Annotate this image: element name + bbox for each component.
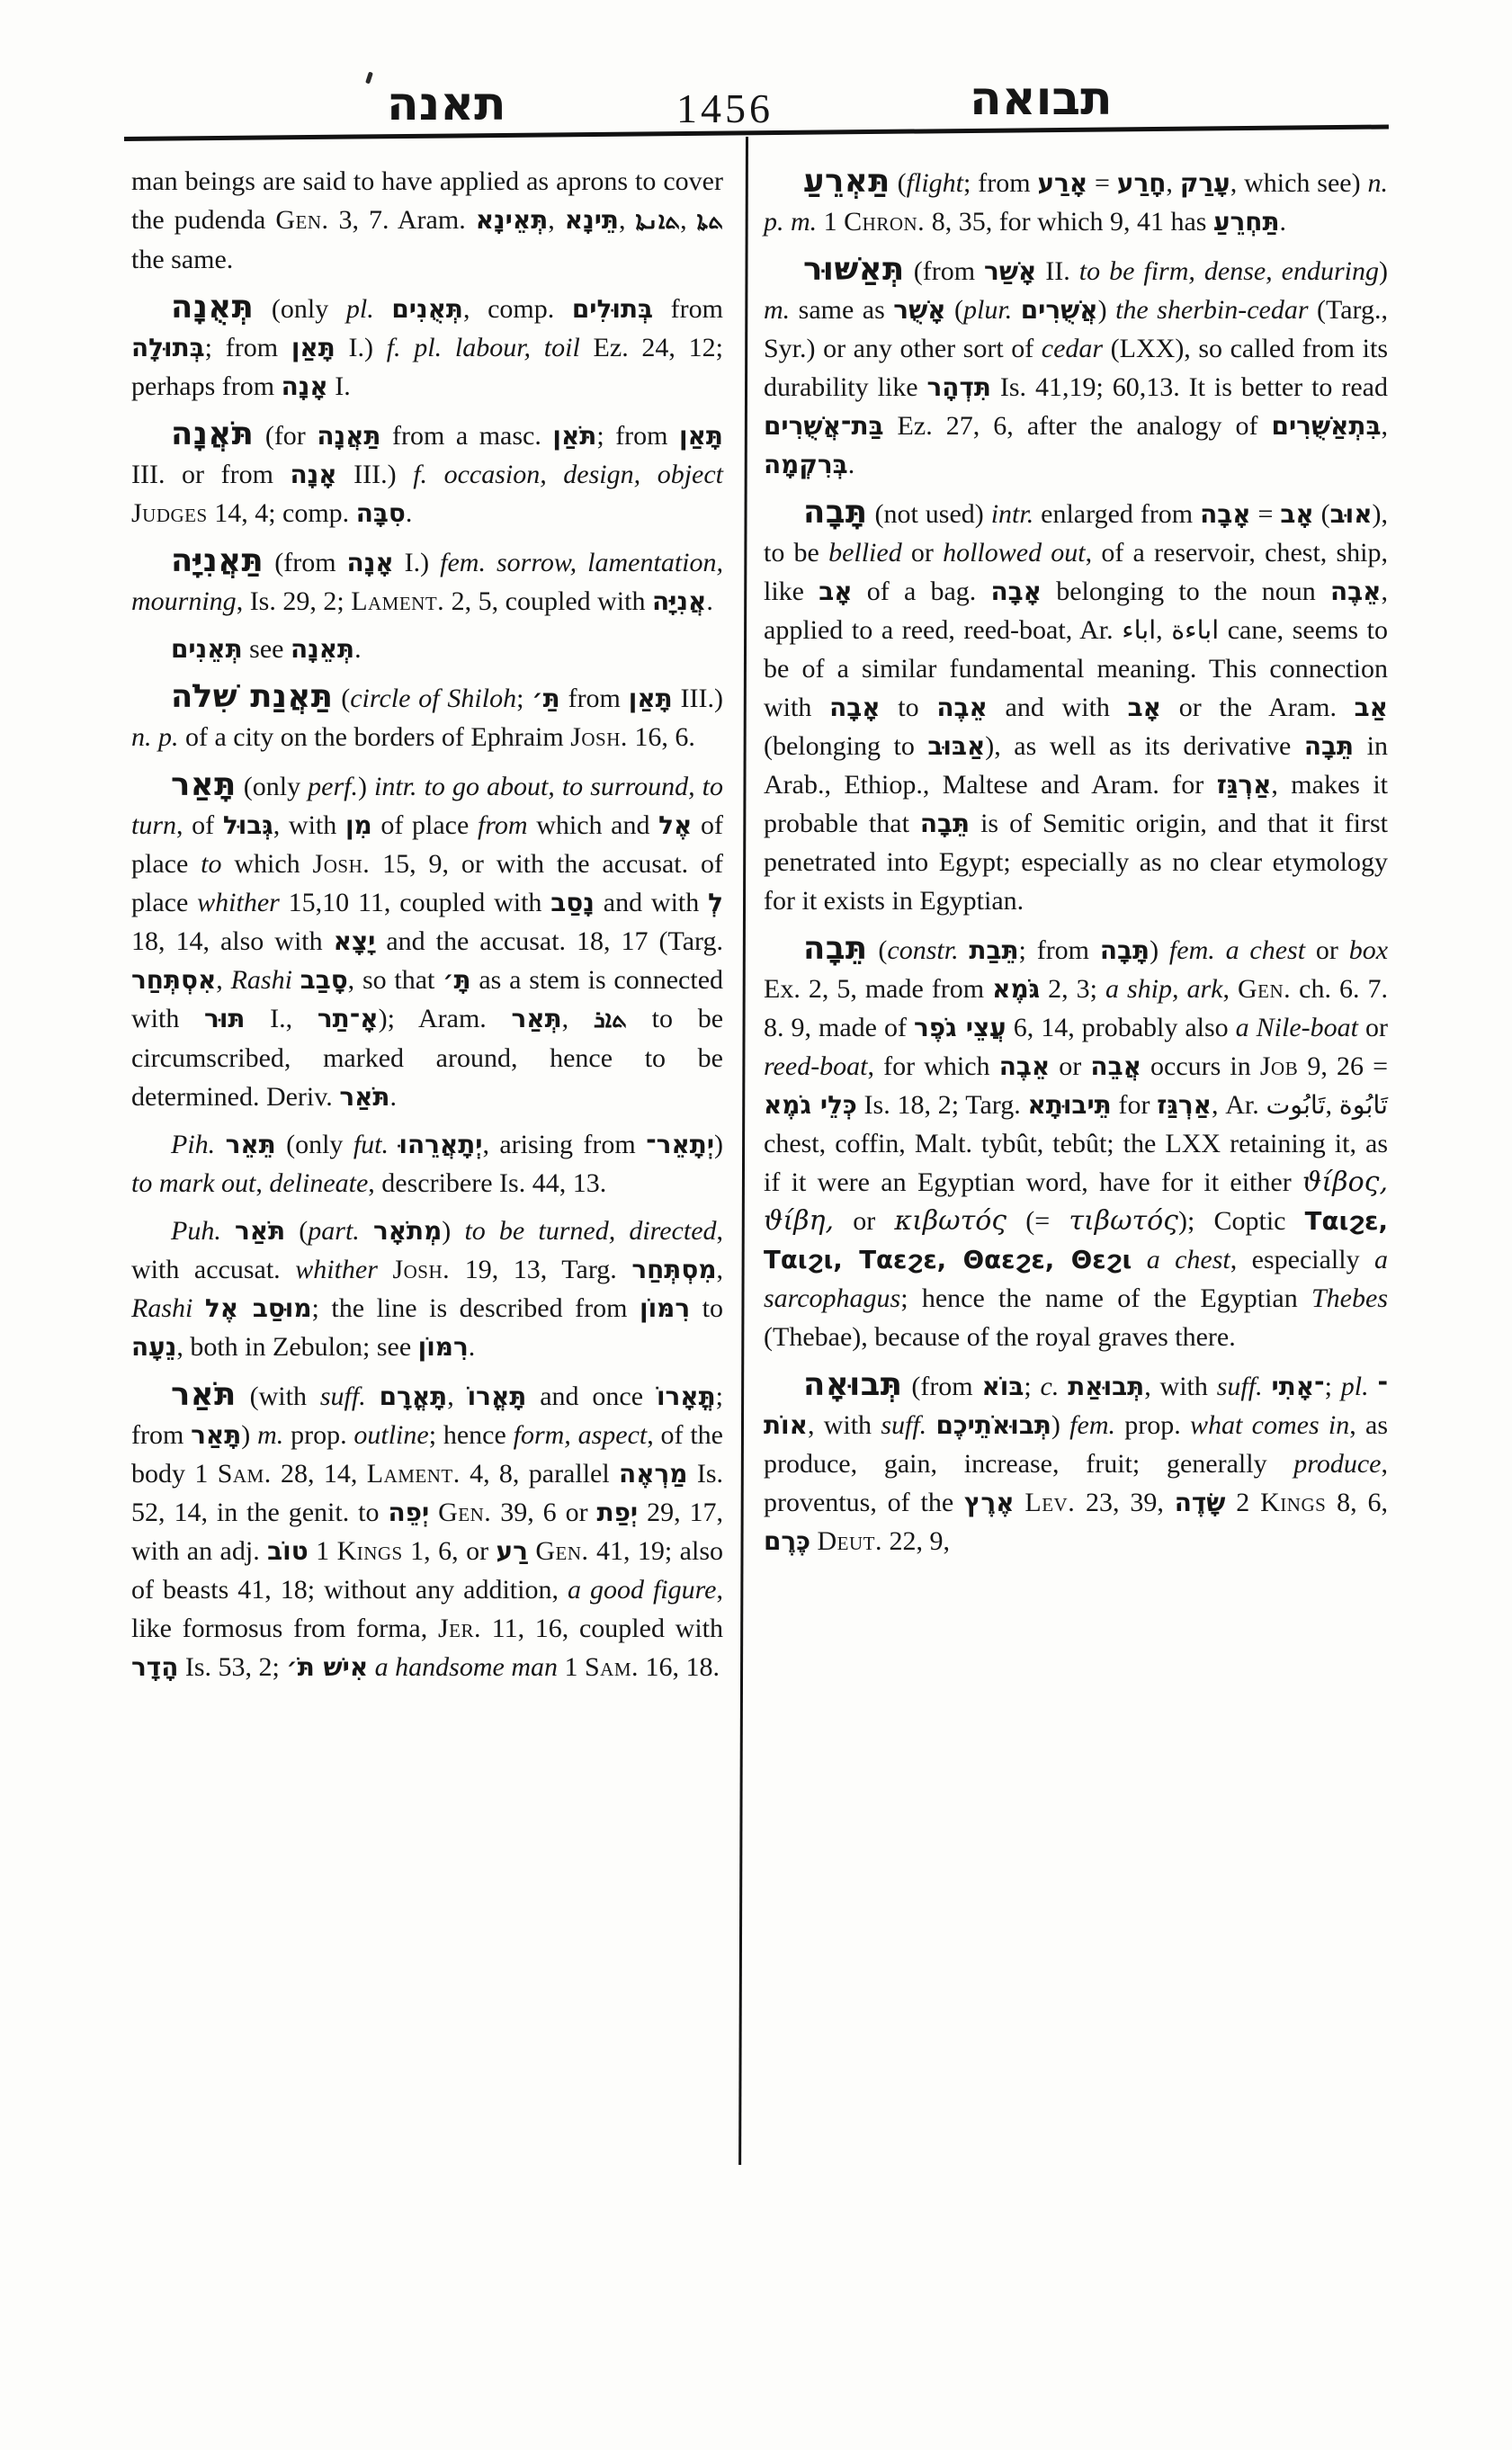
text-run-italic: fem.: [1168, 935, 1215, 965]
text-run-italic: form, aspect: [513, 1420, 648, 1450]
greek-word: κιβωτός: [894, 1205, 1007, 1237]
hebrew-word: אַרְגַּז: [1157, 1090, 1212, 1120]
hebrew-headword: תֹּאַר: [171, 1376, 237, 1413]
text-run-italic: c.: [1040, 1372, 1060, 1401]
text-run-italic: fem. sorrow, lamentation, mourning: [131, 548, 723, 616]
text-run-italic: to mark out: [131, 1168, 256, 1198]
hebrew-word: ־אוֹת: [764, 1372, 1389, 1440]
arabic-word: تَابُوة: [1338, 1090, 1388, 1120]
hebrew-word: תְּבוּאֹתֵיכֶם: [935, 1410, 1051, 1440]
text-run-italic: cedar: [1041, 334, 1104, 363]
hebrew-word: תֵּינָא: [564, 205, 619, 235]
hebrew-word: תֵּבָה: [919, 809, 971, 838]
text-run-italic: Rashi: [131, 1293, 193, 1323]
hebrew-word: תֹּאַן: [552, 421, 597, 451]
text-run-italic: a chest: [1146, 1245, 1230, 1274]
hebrew-word: תָּאֳרוֹ: [467, 1381, 527, 1411]
column-left: [131, 162, 723, 1686]
hebrew-word: תַּחְרֵעַ: [1212, 207, 1280, 237]
coptic-word: Ταιϩε, Ταιϩι, Ταεϩε, Θαεϩε, Θεϩι: [764, 1206, 1388, 1274]
dictionary-entry: תָּאַר (only perf.) intr. to go about, to surround, to turn, of גְּבוּל, with מִן of place from which and אֶל of place to which Josh. 15, 9, or with the accusat. of place whither 15,10 11, coupled with נָסַב and with לְ 18, 14, also with יָצָא and the accusat. 18, 17 (Targ. אִסְתְּחַר, Rashi סָבַב, so that תָּ׳ as a stem is connected with תּוּר I., אָ־תַר); Aram. תְּאַר, ܬܐܪ to be circumscribed, marked around, hence to be determined. Deriv. תֹּאַר.: [131, 766, 724, 1112]
hebrew-word: שָׂדֶה: [1174, 1488, 1226, 1517]
text-run-smallcaps: Kings: [1260, 1488, 1327, 1517]
hebrew-word: בְּתוּלִים: [571, 294, 654, 324]
hebrew-word: תָּאַן: [628, 684, 673, 713]
hebrew-word: אָשֻׁר: [893, 295, 946, 325]
hebrew-word: אֲשֻׁרִים: [1020, 295, 1098, 325]
arabic-word: اباءة: [1171, 615, 1220, 645]
hebrew-word: מַרְאֶה: [619, 1459, 688, 1489]
text-run-smallcaps: Gen.: [1237, 974, 1292, 1004]
hebrew-word: חָרַע: [1116, 168, 1167, 198]
text-run-italic: circle of Shiloh: [350, 684, 517, 713]
hebrew-word: תַּ׳: [532, 684, 560, 713]
hebrew-word: תֵּבָה: [1303, 731, 1355, 761]
hebrew-word: גְּבוּל: [222, 810, 273, 840]
text-run-smallcaps: Jer.: [437, 1614, 481, 1643]
hebrew-headword: תְּבוּאָה: [803, 1366, 903, 1403]
hebrew-word: תְּאַר: [511, 1004, 562, 1033]
hebrew-word: בּוֹא: [981, 1372, 1024, 1401]
dictionary-entry: תְּבוּאָה (from בּוֹא; c. תְּבוּאַת, with suff. ־אָתִי; pl. ־אוֹת, with suff. תְּבוּאֹתֵיכֶם) fem. prop. what comes in, as produce, gain, increase, fruit; generally produce, proventus, of the אֶרֶץ Lev. 23, 39, שָׂדֶה 2 Kings 8, 6, כֶּרֶם Deut. 22, 9,: [764, 1366, 1389, 1556]
text-run-smallcaps: Gen.: [535, 1536, 589, 1566]
text-run-italic: plur.: [963, 295, 1013, 325]
text-run-italic: to be firm, dense, enduring: [1078, 256, 1380, 286]
text-run-italic: Thebes: [1311, 1283, 1388, 1313]
text-run-italic: f. pl. labour, toil: [386, 333, 580, 362]
hebrew-word: הָדָר: [131, 1652, 179, 1682]
text-run-italic: suff.: [319, 1381, 366, 1411]
text-run-italic: bellied: [828, 538, 902, 568]
hebrew-word: תְּאֵנָה: [290, 634, 355, 664]
text-run-italic: pl.: [1340, 1372, 1369, 1401]
text-run-italic: to be turned, directed: [464, 1216, 717, 1246]
text-run-italic: delineate: [269, 1168, 369, 1198]
text-run-italic: produce: [1293, 1449, 1382, 1479]
syriac-word: ܬܐܢܬܐ: [635, 207, 681, 235]
hebrew-word: תֹּאַר: [234, 1216, 286, 1246]
dictionary-entry: Puh. תֹּאַר (part. מְתֹאָר) to be turned, directed, with accusat. whither Josh. 19, 13, Targ. מִסְתְּחַר, Rashi מוּסַב אֶל; the line is described from רִמּוֹן to נֵעָה, both in Zebulon; see רִמּוֹן.: [131, 1216, 724, 1362]
hebrew-headword: תָּבָה: [803, 494, 868, 531]
hebrew-word: אֵבֶה: [998, 1051, 1051, 1081]
text-run-italic: intr.: [990, 499, 1034, 529]
text-run-italic: reed-boat: [764, 1051, 868, 1081]
hebrew-word: תָּאַן: [679, 421, 723, 451]
text-run-italic: fut.: [353, 1130, 389, 1159]
hebrew-word: אֶרֶץ: [963, 1488, 1015, 1517]
hebrew-word: תָּאַן: [291, 333, 336, 362]
hebrew-word: בְּתוּלָה: [131, 333, 205, 362]
dictionary-entry: תְּאַשּׁוּר (from אָשַׁר II. to be firm, dense, enduring) m. same as אָשֻׁר (plur. אֲשֻׁרִים) the sherbin-cedar (Targ., Syr.) or any other sort of cedar (LXX), so called from its durability like תִּדְהָר Is. 41,19; 60,13. It is better to read בַּת־אֲשֻׁרִים Ez. 27, 6, after the analogy of בִּתְאַשֻּׁרִים, בְּרִקְמָה.: [764, 251, 1389, 479]
text-run-italic: outline: [353, 1420, 429, 1450]
hebrew-word: תְּבוּאַת: [1068, 1372, 1145, 1401]
hebrew-word: אִסְתְּחַר: [131, 965, 217, 995]
hebrew-word: אָרַע: [1037, 168, 1088, 198]
text-run-smallcaps: Judges: [131, 498, 208, 528]
hebrew-headword: תַּאֲנִיָּה: [171, 542, 264, 579]
hebrew-word: תָּ׳: [443, 965, 471, 995]
text-run-italic: a sarcophagus: [764, 1245, 1389, 1313]
text-run-italic: a handsome man: [374, 1652, 558, 1682]
text-run-italic: a Nile-boat: [1235, 1013, 1358, 1042]
text-run-italic: Puh.: [171, 1216, 221, 1246]
arabic-word: اباء: [1122, 615, 1157, 645]
dictionary-entry: תֹּאֲנָה (for תַּאֲנָה from a masc. תֹּאַן; from תָּאַן III. or from אָנָה III.) f. occasion, design, object Judges 14, 4; comp. סִבָּה.: [131, 416, 723, 528]
hebrew-word: תְּאֵנִים: [171, 634, 243, 664]
hebrew-word: ־אָתִי: [1271, 1372, 1325, 1401]
hebrew-word: יָצָא: [333, 926, 376, 956]
text-run-italic: the sherbin-cedar: [1115, 295, 1309, 325]
text-run-smallcaps: Lament.: [366, 1459, 461, 1489]
text-run-italic: n. p.: [131, 722, 179, 752]
text-run-italic: a chest: [1225, 935, 1306, 965]
text-run-italic: m.: [764, 295, 791, 325]
hebrew-word: אַרְגַּז: [1216, 770, 1272, 800]
hebrew-word: תָּבָה: [1099, 935, 1150, 965]
hebrew-word: אָב: [819, 577, 853, 606]
hebrew-word: אֵבֶה: [1330, 577, 1382, 606]
text-run-italic: intr. to go about, to surround, to turn: [131, 772, 723, 840]
hebrew-word: בִּתְאַשֻּׁרִים: [1271, 411, 1382, 441]
hebrew-word: תַּאֲנָה: [317, 421, 381, 451]
hebrew-word: נָסַב: [550, 888, 595, 917]
hebrew-word: גֹּמֶא: [992, 974, 1041, 1004]
text-run-smallcaps: Sam.: [217, 1459, 272, 1489]
hebrew-word: תֵּיבוּתָא: [1027, 1090, 1112, 1120]
hebrew-word: אָנָה: [281, 371, 328, 401]
column-right: [764, 162, 1388, 1560]
hebrew-word: מִן: [344, 810, 372, 840]
hebrew-headword: תְּאֻנָה: [171, 289, 255, 326]
hebrew-word: אָבָה: [829, 693, 881, 722]
text-run-smallcaps: Sam.: [585, 1652, 640, 1682]
hebrew-word: תֵּבַת: [969, 935, 1019, 965]
hebrew-word: תֹּאַר: [339, 1082, 390, 1112]
text-run-italic: pl.: [345, 294, 374, 324]
dictionary-entry: תְּאֻנָה (only pl. תְּאֻנִים, comp. בְּתוּלִים from בְּתוּלָה; from תָּאַן I.) f. pl. labour, toil Ez. 24, 12; perhaps from אָנָה I.: [131, 289, 724, 401]
hebrew-word: סִבָּה: [355, 498, 406, 528]
hebrew-word: עָרַק: [1179, 168, 1230, 198]
hebrew-word: כְּלֵי גֹמֶא: [764, 1090, 857, 1120]
text-run-smallcaps: Gen.: [438, 1498, 492, 1527]
hebrew-word: רִמּוֹן: [640, 1293, 691, 1323]
hebrew-word: מוּסַב אֶל: [204, 1293, 312, 1323]
text-run-italic: m.: [257, 1420, 284, 1450]
text-run-italic: n. p. m.: [764, 168, 1388, 237]
hebrew-word: תְּאֻנִים: [391, 294, 463, 324]
text-run-smallcaps: Kings: [336, 1536, 403, 1566]
hebrew-headword: תְּאַשּׁוּר: [803, 251, 905, 288]
text-run-smallcaps: Deut.: [817, 1526, 883, 1556]
text-run-italic: a ship, ark: [1105, 974, 1223, 1004]
dictionary-entry: תָּבָה (not used) intr. enlarged from אָבָה = אָב (אוּב), to be bellied or hollowed out, of a reservoir, chest, ship, like אָב of a bag. אָבָה belonging to the noun אֵבֶה, applied to a reed, reed-boat, Ar. اباء, اباءة cane, seems to be of a similar fundamental meaning. This connection with אָבָה to אֵבֶה and with אָב or the Aram. אַב (belonging to אַבּוּב), as well as its derivative תֵּבָה in Arab., Ethiop., Maltese and Aram. for אַרְגַּז, makes it probable that תֵּבָה is of Semitic origin, and that it first penetrated into Egypt; especially as no clear etymology for it exists in Egyptian.: [764, 494, 1389, 916]
text-run-italic: part.: [308, 1216, 360, 1246]
page-number: 1456: [676, 85, 774, 131]
hebrew-word: סָבַב: [300, 965, 348, 995]
hebrew-word: אַבּוּב: [927, 731, 986, 761]
arabic-word: تَابُوت: [1266, 1090, 1326, 1120]
text-run-italic: whither: [295, 1255, 378, 1284]
text-run-smallcaps: Lament.: [351, 586, 445, 616]
hebrew-headword: תָּאַר: [171, 766, 237, 803]
hebrew-word: אֵבֶה: [936, 693, 988, 722]
column-divider: [738, 137, 748, 2165]
text-run-smallcaps: Josh.: [312, 849, 371, 879]
hebrew-word: כֶּרֶם: [764, 1526, 811, 1556]
dictionary-entry: תַּאֲנִיָּה (from אָנָה I.) fem. sorrow, lamentation, mourning, Is. 29, 2; Lament. 2, 5, coupled with אֲנִיָּה.: [131, 542, 723, 616]
hebrew-word: תְּאֵינָא: [475, 205, 549, 235]
text-run-italic: box: [1348, 935, 1389, 965]
hebrew-word: אֶל: [658, 810, 693, 840]
hebrew-word: יְתָאֲרֵהוּ: [398, 1130, 483, 1159]
text-run-italic: what comes in: [1190, 1410, 1350, 1440]
dictionary-entry: תַּאְרֵעַ (flight; from אָרַע = חָרַע, עָרַק, which see) n. p. m. 1 Chron. 8, 35, for which 9, 41 has תַּחְרֵעַ.: [764, 163, 1388, 237]
hebrew-word: יְתָאֵר־: [646, 1130, 715, 1159]
text-run-italic: f. occasion, design, object: [413, 460, 723, 489]
hebrew-word: אָבָה: [1200, 499, 1251, 529]
text-run-italic: from: [477, 810, 528, 840]
hebrew-word: אֲבֵה: [1090, 1051, 1141, 1081]
text-run-italic: a good figure: [567, 1575, 717, 1605]
hebrew-word: לְ: [708, 888, 724, 917]
hebrew-word: יְפַת: [596, 1498, 639, 1527]
hebrew-word: אוּב: [1329, 499, 1373, 529]
syriac-word: ܬܐܪ: [593, 1006, 627, 1033]
dictionary-entry: Pih. תֵּאֵר (only fut. יְתָאֲרֵהוּ, arising from יְתָאֵר־) to mark out, delineate, describere Is. 44, 13.: [131, 1130, 724, 1198]
hebrew-word: אָשַׁר: [984, 256, 1037, 286]
hebrew-word: טוֹב: [267, 1536, 309, 1566]
hebrew-word: יְפֵה: [388, 1498, 430, 1527]
text-run-smallcaps: Gen.: [275, 205, 329, 235]
text-run-italic: Rashi: [230, 965, 292, 995]
hebrew-word: נֵעָה: [131, 1332, 177, 1362]
syriac-word: ܬܬܐ: [696, 207, 724, 235]
dictionary-entry: תְּאֵנִים see תְּאֵנָה.: [171, 634, 362, 664]
scan-speck: [365, 72, 373, 85]
dictionary-entry: man beings are said to have applied as aprons to cover the pudenda Gen. 3, 7. Aram. תְּאֵינָא, תֵּינָא, ܬܐܢܬܐ, ܬܬܐ the same.: [131, 166, 724, 274]
hebrew-word: רִמּוֹן: [417, 1332, 469, 1362]
hebrew-word: אֲנִיָּה: [651, 586, 707, 616]
text-run-smallcaps: Chron.: [844, 207, 926, 237]
text-run-italic: suff.: [1216, 1372, 1263, 1401]
text-run-italic: constr.: [887, 935, 959, 965]
greek-word: τιβωτός: [1069, 1205, 1178, 1237]
text-run-italic: flight: [906, 168, 964, 198]
text-run-italic: fem.: [1069, 1410, 1115, 1440]
text-run-smallcaps: Lev.: [1024, 1488, 1076, 1517]
hebrew-word: אָבָה: [990, 577, 1042, 606]
hebrew-word: בַּת־אֲשֻׁרִים: [764, 411, 884, 441]
hebrew-word: אָב: [1127, 693, 1161, 722]
hebrew-word: תָּאַר: [191, 1420, 242, 1450]
running-head-left: תאנה: [387, 77, 506, 131]
text-run-italic: to: [201, 849, 222, 879]
text-run-smallcaps: Josh.: [570, 722, 628, 752]
hebrew-headword: תַּאְרֵעַ: [803, 163, 890, 200]
hebrew-headword: תֵּבָה: [803, 930, 868, 967]
dictionary-entry: תַּאֲנַת שִׁלֹה (circle of Shiloh; תַּ׳ from תָּאַן III.) n. p. of a city on the borders of Ephraim Josh. 16, 6.: [131, 678, 723, 752]
hebrew-word: אָ־תַר: [317, 1004, 379, 1033]
hebrew-word: תָּאֳרָם: [379, 1381, 448, 1411]
text-run-italic: suff.: [881, 1410, 927, 1440]
text-run-smallcaps: Josh.: [392, 1255, 451, 1284]
hebrew-word: מִסְתְּחַר: [631, 1255, 717, 1284]
dictionary-entry: תֹּאַר (with suff. תָּאֳרָם, תָּאֳרוֹ and once תֳּאָרוֹ; from תָּאַר) m. prop. outline; hence form, aspect, of the body 1 Sam. 28, 14, Lament. 4, 8, parallel מַרְאֶה Is. 52, 14, in the genit. to יְפֵה Gen. 39, 6 or יְפַת 29, 17, with an adj. טוֹב 1 Kings 1, 6, or רַע Gen. 41, 19; also of beasts 41, 18; without any addition, a good figure, like formosus from forma, Jer. 11, 16, coupled with הָדָר Is. 53, 2; אִישׁ תֹּ׳ a handsome man 1 Sam. 16, 18.: [131, 1376, 724, 1682]
hebrew-word: תֳּאָרוֹ: [656, 1381, 716, 1411]
hebrew-word: תֵּאֵר: [225, 1130, 276, 1159]
hebrew-word: אָנָה: [290, 460, 337, 489]
greek-word: ϑίβος, ϑίβη,: [764, 1167, 1388, 1237]
running-head-right: תבואה: [970, 72, 1113, 126]
hebrew-word: אָנָה: [346, 548, 394, 577]
hebrew-word: תּוּר: [204, 1004, 246, 1033]
text-run-italic: hollowed out: [943, 538, 1086, 568]
hebrew-word: אִישׁ תֹּ׳: [286, 1652, 369, 1682]
hebrew-word: עֲצֵי גֹפֶר: [913, 1013, 1007, 1042]
hebrew-word: תִּדְהָר: [926, 372, 991, 402]
hebrew-word: אָב: [1280, 499, 1314, 529]
hebrew-word: מְתֹאָר: [372, 1216, 443, 1246]
dictionary-entry: תֵּבָה (constr. תֵּבַת; from תָּבָה) fem. a chest or box Ex. 2, 5, made from גֹּמֶא 2, 3; a ship, ark, Gen. ch. 6. 7. 8. 9, made of עֲצֵי גֹפֶר 6, 14, probably also a Nile-boat or reed-boat, for which אֵבֶה or אֲבֵה occurs in Job 9, 26 = כְּלֵי גֹמֶא Is. 18, 2; Targ. תֵּיבוּתָא for אַרְגַּז, Ar. تَابُوت, تَابُوة chest, coffin, Malt. tybût, tebût; the LXX retaining it, as if it were an Egyptian word, have for it either ϑίβος, ϑίβη, or κιβωτός (= τιβωτός); Coptic Ταιϩε, Ταιϩι, Ταεϩε, Θαεϩε, Θεϩι a chest, especially a sarcophagus; hence the name of the Egyptian Thebes (Thebae), because of the royal graves there.: [764, 930, 1389, 1352]
hebrew-headword: תַּאֲנַת שִׁלֹה: [171, 678, 334, 715]
text-run-italic: whither: [197, 888, 280, 917]
hebrew-headword: תֹּאֲנָה: [171, 416, 255, 452]
hebrew-word: אַב: [1354, 693, 1388, 722]
text-run-italic: perf.: [308, 772, 358, 801]
hebrew-word: רַע: [496, 1536, 528, 1566]
text-run-smallcaps: Job: [1259, 1051, 1299, 1081]
hebrew-word: בְּרִקְמָה: [764, 450, 848, 479]
text-run-italic: Pih.: [171, 1130, 216, 1159]
